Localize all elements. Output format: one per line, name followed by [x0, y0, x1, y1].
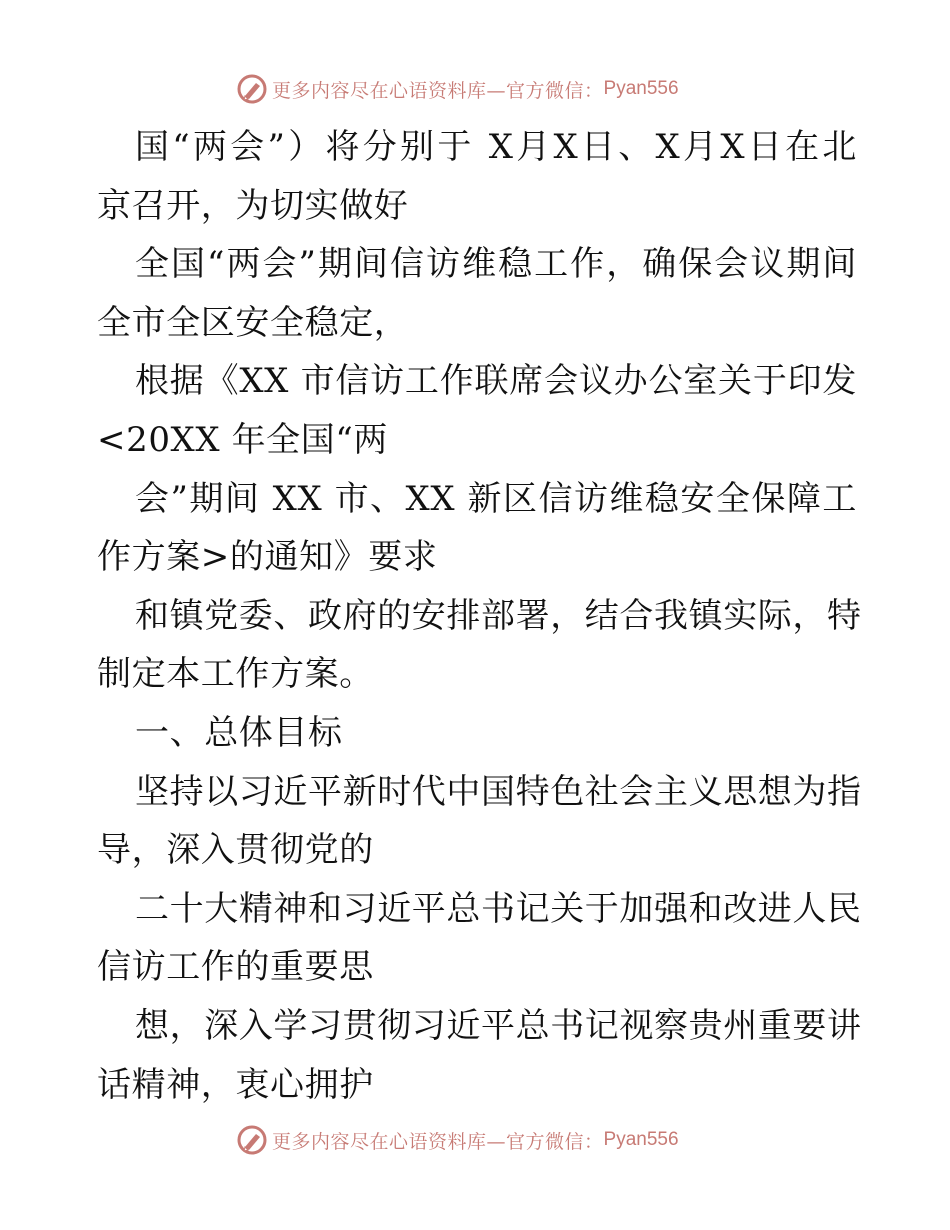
watermark-handle: Pyan556	[603, 1129, 679, 1150]
body-line: 京召开，为切实做好	[97, 185, 409, 226]
body-line: 坚持以习近平新时代中国特色社会主义思想为指	[135, 771, 862, 812]
body-line: 全市全区安全稳定，	[97, 302, 409, 343]
body-line: 作方案>的通知》要求	[97, 537, 438, 578]
body-line: 全国“两会”期间信访维稳工作，确保会议期间	[135, 244, 857, 285]
pen-logo-icon	[236, 1124, 268, 1156]
body-line: 根据《XX 市信访工作联席会议办公室关于印发	[135, 361, 857, 402]
body-line: 制定本工作方案。	[97, 654, 374, 695]
body-line: 会”期间 XX 市、XX 新区信访维稳安全保障工	[135, 478, 857, 519]
watermark-text: 更多内容尽在心语资料库—官方微信：	[272, 79, 604, 102]
document-body	[97, 118, 862, 1114]
footer-watermark	[236, 1123, 679, 1157]
watermark-handle: Pyan556	[603, 78, 679, 99]
watermark-text: 更多内容尽在心语资料库—官方微信：	[272, 1130, 604, 1153]
pen-logo-icon	[236, 73, 268, 105]
body-line: <20XX 年全国“两	[97, 419, 388, 460]
body-line: 话精神，衷心拥护	[97, 1064, 374, 1105]
body-line: 二十大精神和习近平总书记关于加强和改进人民	[135, 888, 862, 929]
body-line: 信访工作的重要思	[97, 947, 374, 988]
body-line: 国“两会”）将分别于 X月X日、X月X日在北	[135, 127, 857, 167]
section-heading: 一、总体目标	[135, 712, 343, 753]
body-line: 导，深入贯彻党的	[97, 830, 374, 871]
header-watermark	[236, 72, 679, 106]
body-line: 和镇党委、政府的安排部署，结合我镇实际，特	[135, 595, 862, 636]
body-line: 想，深入学习贯彻习近平总书记视察贵州重要讲	[135, 1005, 862, 1046]
